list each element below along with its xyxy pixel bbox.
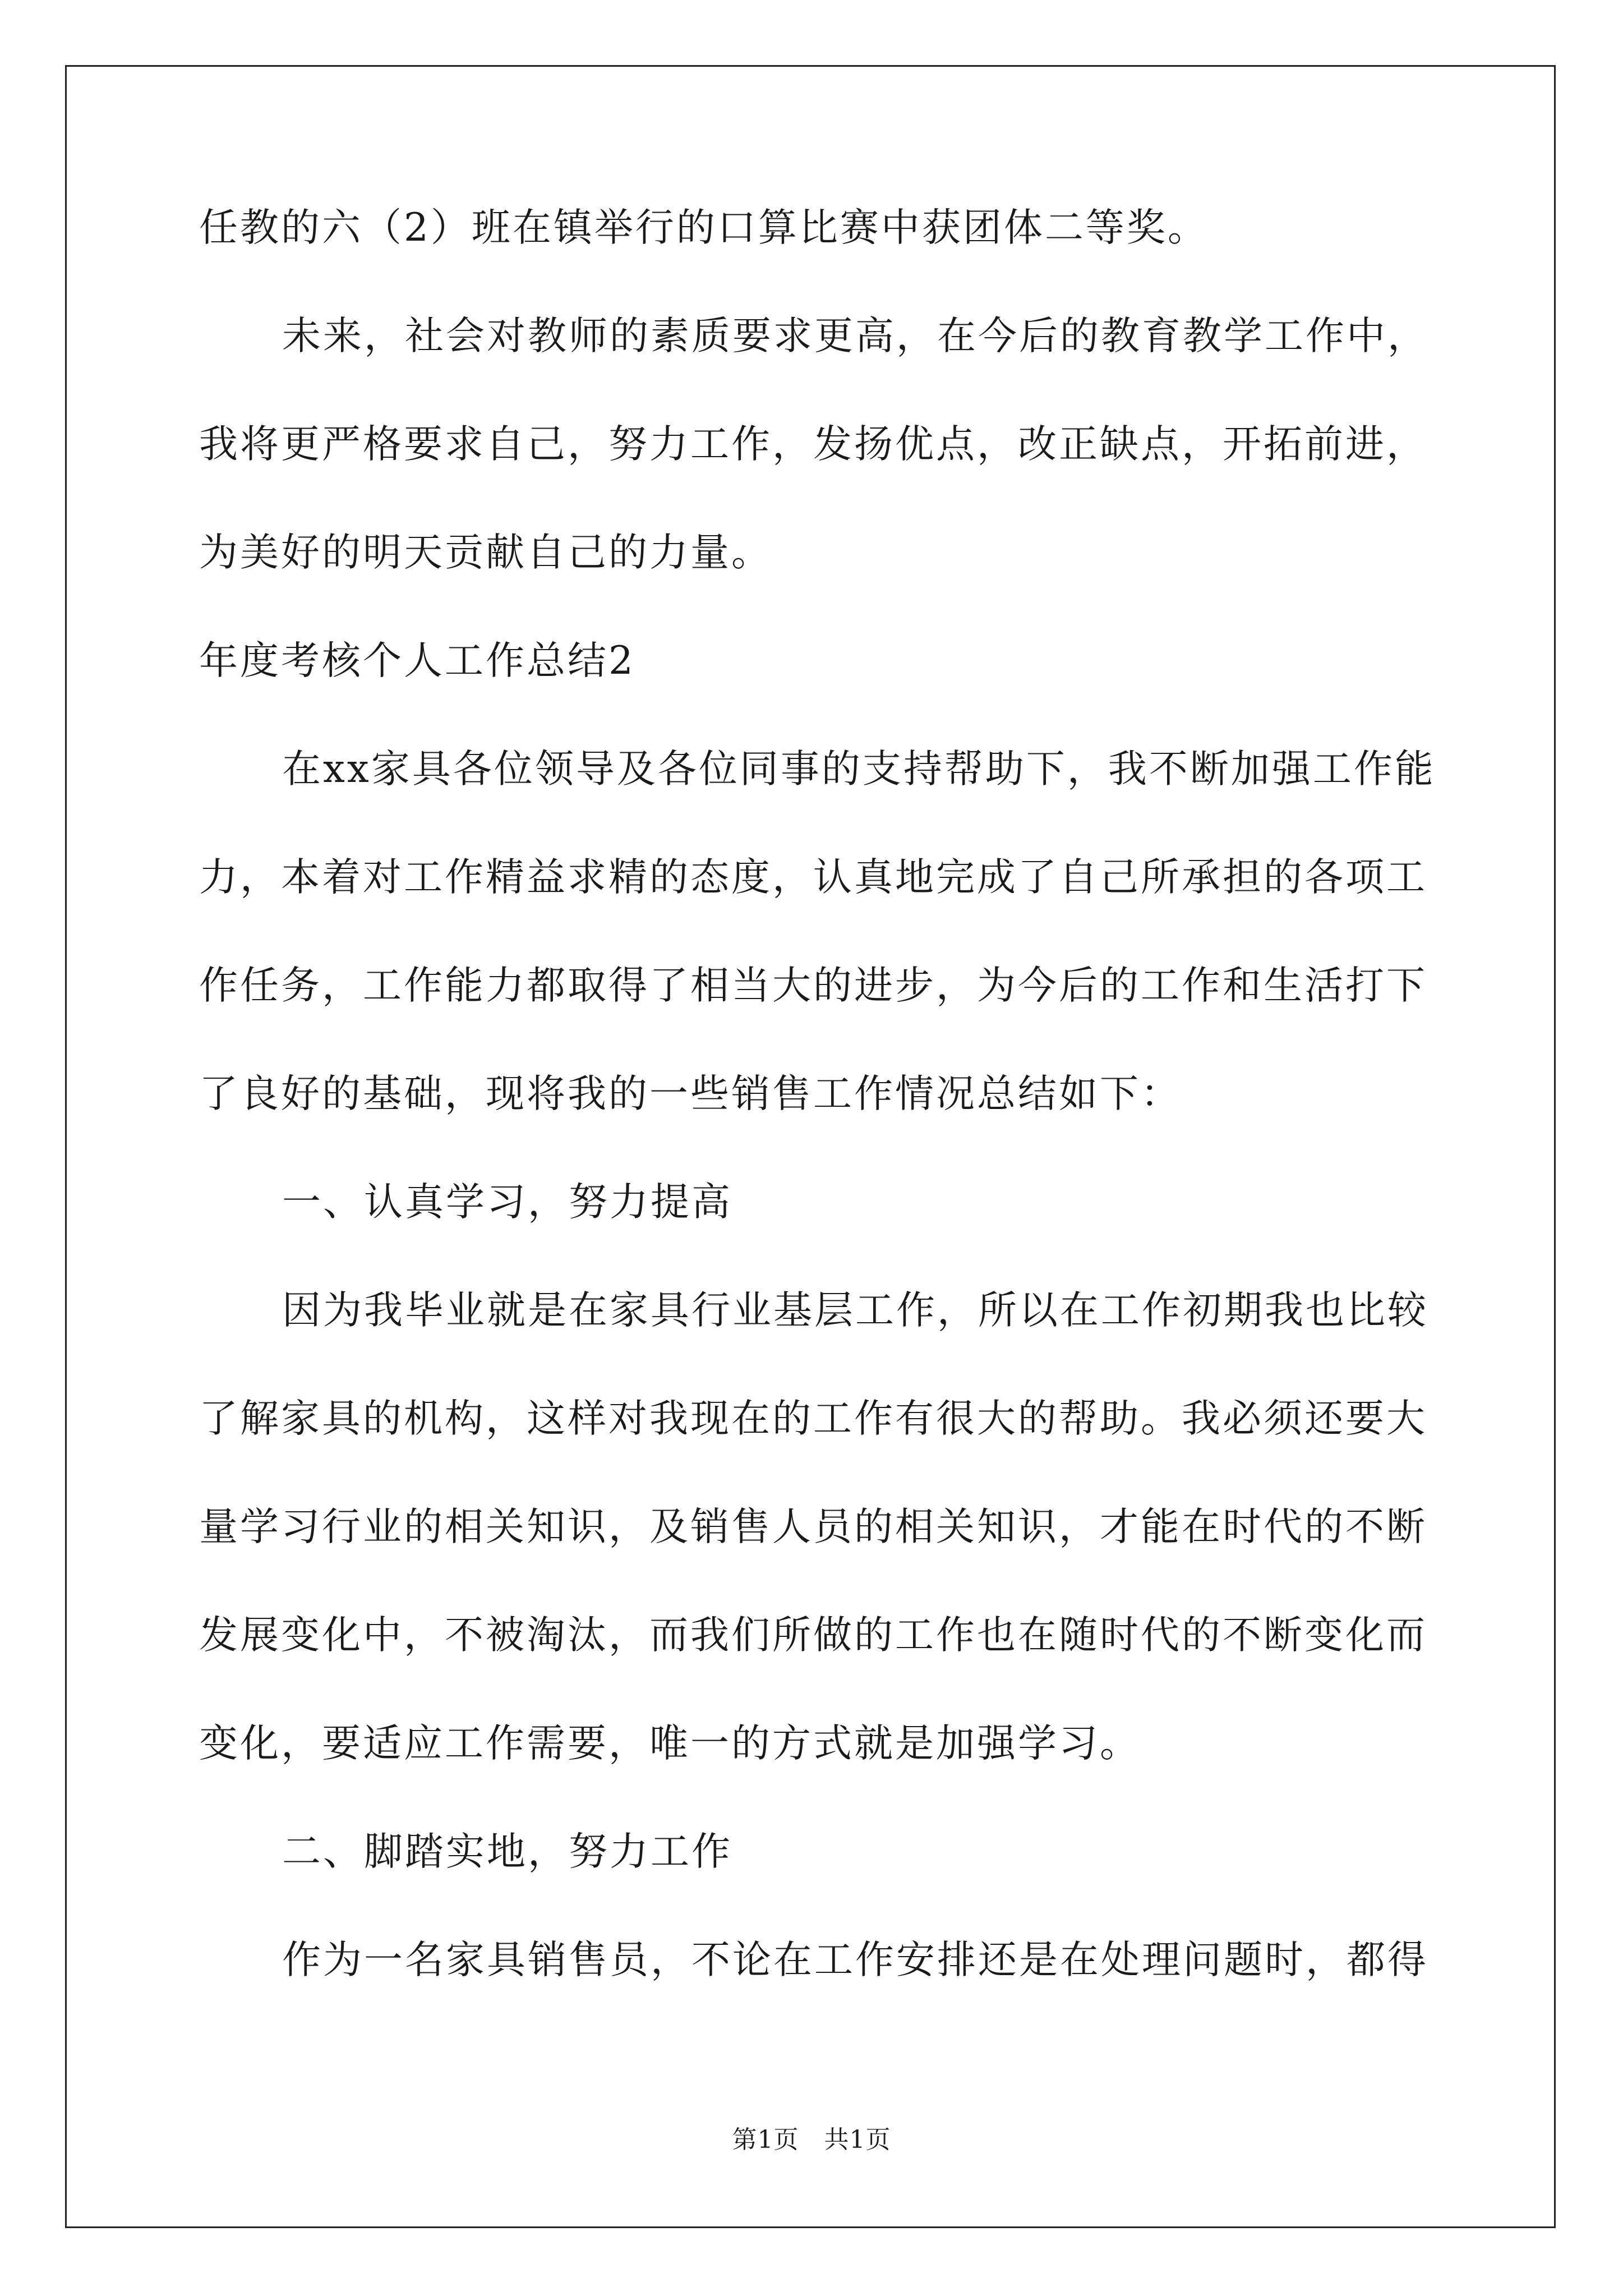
body-line: 力，本着对工作精益求精的态度，认真地完成了自己所承担的各项工 (199, 855, 1427, 900)
body-line: 了良好的基础，现将我的一些销售工作情况总结如下： (199, 1071, 1182, 1116)
subsection-heading: 二、脚踏实地，努力工作 (282, 1829, 732, 1874)
body-line: 发展变化中，不被淘汰，而我们所做的工作也在随时代的不断变化而 (199, 1613, 1427, 1658)
subsection-heading: 一、认真学习，努力提高 (282, 1180, 732, 1225)
body-line: 在xx家具各位领导及各位同事的支持帮助下，我不断加强工作能 (282, 747, 1436, 792)
body-line: 了解家具的机构，这样对我现在的工作有很大的帮助。我必须还要大 (199, 1396, 1427, 1441)
body-line: 因为我毕业就是在家具行业基层工作，所以在工作初期我也比较 (282, 1288, 1428, 1333)
body-line: 未来，社会对教师的素质要求更高，在今后的教育教学工作中， (282, 314, 1428, 358)
body-line: 变化，要适应工作需要，唯一的方式就是加强学习。 (199, 1721, 1141, 1766)
body-line: 作为一名家具销售员，不论在工作安排还是在处理问题时，都得 (282, 1938, 1428, 1982)
body-line: 我将更严格要求自己，努力工作，发扬优点，改正缺点，开拓前进， (199, 422, 1427, 467)
section-heading: 年度考核个人工作总结2 (199, 638, 635, 683)
body-line: 作任务，工作能力都取得了相当大的进步，为今后的工作和生活打下 (199, 963, 1427, 1008)
body-line: 为美好的明天贡献自己的力量。 (199, 530, 772, 575)
body-line: 量学习行业的相关知识，及销售人员的相关知识，才能在时代的不断 (199, 1504, 1427, 1549)
page-border (65, 65, 1556, 2228)
page-footer (0, 2119, 1623, 2155)
body-line: 任教的六（2）班在镇举行的口算比赛中获团体二等奖。 (199, 205, 1209, 250)
page-total: 共1页 (824, 2125, 891, 2154)
page-number: 第1页 (732, 2125, 799, 2154)
